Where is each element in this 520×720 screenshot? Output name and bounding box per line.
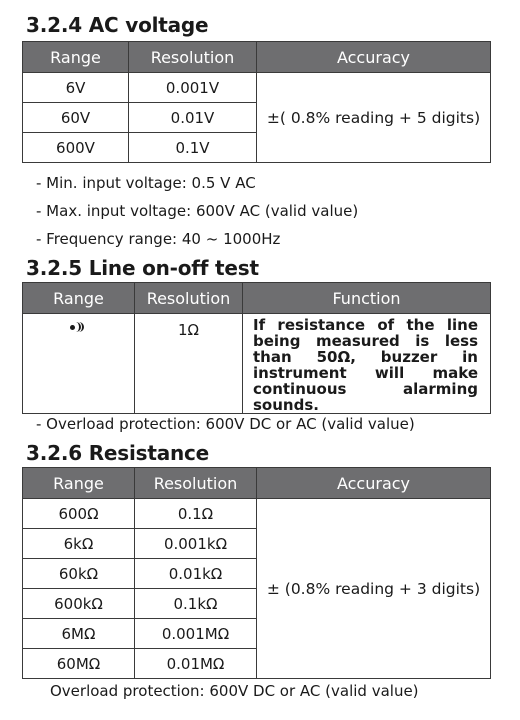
range-cell: 60V: [23, 103, 129, 133]
range-cell: 6MΩ: [23, 619, 135, 649]
accuracy-cell: ±( 0.8% reading + 5 digits): [257, 73, 491, 163]
note-frequency-range: - Frequency range: 40 ~ 1000Hz: [36, 230, 281, 248]
column-header-range: Range: [23, 42, 129, 73]
column-header-resolution: Resolution: [135, 468, 257, 499]
resolution-cell: 0.01MΩ: [135, 649, 257, 679]
range-cell: 600V: [23, 133, 129, 163]
table-row: [23, 499, 491, 529]
range-cell: 600Ω: [23, 499, 135, 529]
buzzer-icon: [70, 322, 88, 332]
line-test-table: [22, 282, 491, 414]
section-heading-line-test: 3.2.5 Line on-off test: [26, 256, 259, 280]
resolution-cell: 0.1Ω: [135, 499, 257, 529]
column-header-range: Range: [23, 283, 135, 314]
column-header-accuracy: Accuracy: [257, 42, 491, 73]
resistance-table: [22, 467, 491, 679]
range-cell: 60kΩ: [23, 559, 135, 589]
resolution-cell: 0.001kΩ: [135, 529, 257, 559]
table-row: [23, 314, 491, 414]
table-header-row: [23, 468, 491, 499]
column-header-resolution: Resolution: [135, 283, 243, 314]
resolution-cell: 1Ω: [135, 314, 243, 414]
column-header-accuracy: Accuracy: [257, 468, 491, 499]
resolution-cell: 0.1kΩ: [135, 589, 257, 619]
note-min-input-voltage: - Min. input voltage: 0.5 V AC: [36, 174, 256, 192]
function-cell: If resistance of the line being measured is less than 50Ω, buzzer in instrument will make continuous alarming sounds.: [243, 314, 491, 414]
column-header-function: Function: [243, 283, 491, 314]
table-row: [23, 73, 491, 103]
range-cell: 6kΩ: [23, 529, 135, 559]
range-cell: 600kΩ: [23, 589, 135, 619]
note-overload-protection-resistance: Overload protection: 600V DC or AC (valid value): [50, 682, 419, 700]
accuracy-cell: ± (0.8% reading + 3 digits): [257, 499, 491, 679]
table-header-row: [23, 42, 491, 73]
range-cell: 60MΩ: [23, 649, 135, 679]
resolution-cell: 0.1V: [129, 133, 257, 163]
ac-voltage-table: [22, 41, 491, 163]
resolution-cell: 0.001V: [129, 73, 257, 103]
column-header-range: Range: [23, 468, 135, 499]
resolution-cell: 0.01kΩ: [135, 559, 257, 589]
note-overload-protection: - Overload protection: 600V DC or AC (valid value): [36, 415, 415, 433]
note-max-input-voltage: - Max. input voltage: 600V AC (valid value): [36, 202, 359, 220]
section-heading-ac-voltage: 3.2.4 AC voltage: [26, 13, 209, 37]
resolution-cell: 0.001MΩ: [135, 619, 257, 649]
table-header-row: [23, 283, 491, 314]
range-cell: 6V: [23, 73, 129, 103]
section-heading-resistance: 3.2.6 Resistance: [26, 441, 210, 465]
range-cell: [23, 314, 135, 414]
resolution-cell: 0.01V: [129, 103, 257, 133]
column-header-resolution: Resolution: [129, 42, 257, 73]
